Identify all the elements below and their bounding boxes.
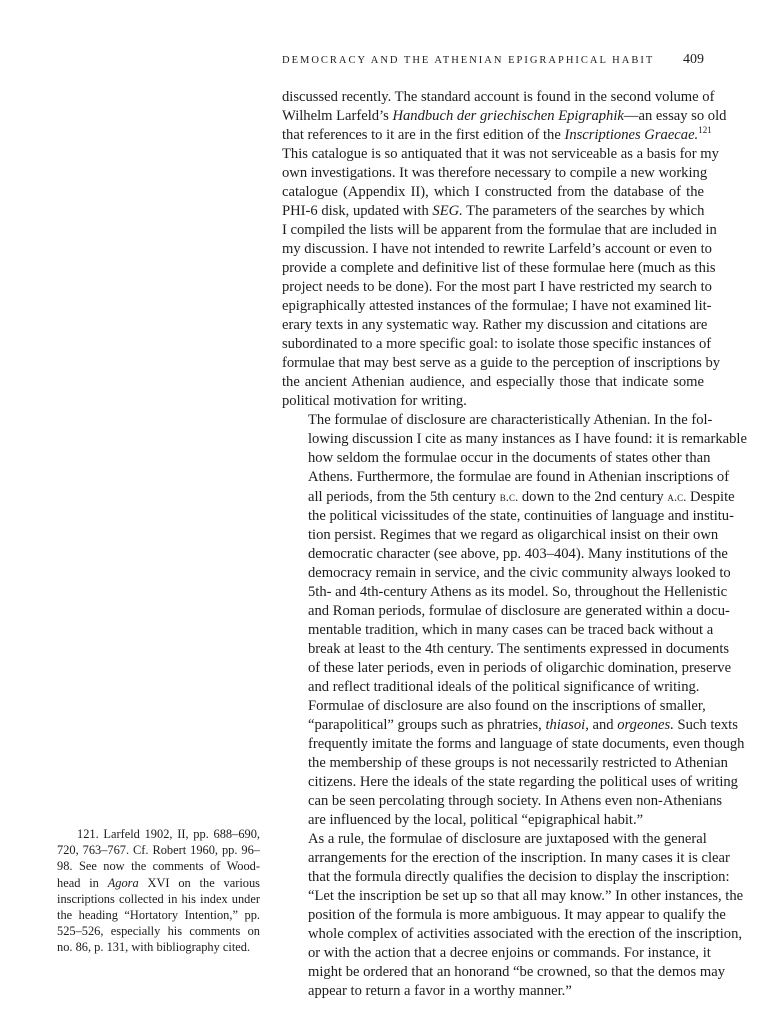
text-line: mentable tradition, which in many cases can be traced back without a — [308, 622, 714, 638]
footnote-line: the heading “Hortatory Intention,” pp. — [57, 908, 260, 923]
text-line: and reflect traditional ideals of the political significance of writing. — [308, 679, 700, 695]
era-abbrev: b.c. — [499, 489, 519, 504]
text-line: PHI-6 disk, updated with SEG. The parameters of the searches by which — [282, 203, 705, 219]
text-line: democracy remain in service, and the civic community always looked to — [308, 565, 731, 581]
text-line: that the formula directly qualifies the decision to display the inscription: — [308, 869, 730, 885]
text-line: my discussion. I have not intended to rewrite Larfeld’s account or even to — [282, 241, 712, 257]
text-line: Athens. Furthermore, the formulae are found in Athenian inscriptions of — [308, 469, 730, 485]
paragraph-1 — [282, 88, 727, 411]
footnote-line: no. 86, p. 131, with bibliography cited. — [57, 940, 251, 955]
footnote-line: 720, 763–767. Cf. Robert 1960, pp. 96– — [57, 843, 260, 858]
text-line: provide a complete and definitive list of these formulae here (much as this — [282, 260, 716, 276]
text-line: epigraphically attested instances of the formulae; I have not examined lit- — [282, 298, 712, 314]
running-title: DEMOCRACY AND THE ATHENIAN EPIGRAPHICAL HABIT — [282, 55, 655, 66]
text-line: I compiled the lists will be apparent from the formulae that are included in — [282, 222, 717, 238]
greek-term: orgeones. — [617, 717, 674, 733]
greek-term: thiasoi, — [545, 717, 589, 733]
text-line: arrangements for the erection of the inscription. In many cases it is clear — [308, 850, 730, 866]
text-line: Wilhelm Larfeld’s Handbuch der griechischen Epigraphik—an essay so old — [282, 108, 727, 124]
text-line: democratic character (see above, pp. 403–404). Many institutions of the — [308, 546, 728, 562]
footnote-line: head in Agora XVI on the various — [57, 875, 260, 890]
footnote-line: 98. See now the comments of Wood- — [57, 859, 260, 874]
paragraph-2 — [282, 411, 747, 697]
footnote-line: 121. Larfeld 1902, II, pp. 688–690, — [77, 827, 260, 841]
paragraph-3 — [282, 697, 745, 830]
text-line: how seldom the formulae occur in the documents of states other than — [308, 450, 711, 466]
text-line: the ancient Athenian audience, and especially those that indicate some — [282, 374, 704, 390]
text-line: can be seen percolating through society. In Athens even non-Athenians — [308, 793, 723, 809]
text-line: position of the formula is more ambiguous. It may appear to qualify the — [308, 907, 726, 923]
text-line: or with the action that a decree enjoins or commands. For instance, it — [308, 945, 711, 961]
main-text — [282, 88, 747, 1001]
text-line: The formulae of disclosure are characteristically Athenian. In the fol- — [308, 412, 713, 428]
text-line: political motivation for writing. — [282, 393, 467, 409]
text-line: 5th- and 4th-century Athens as its model. So, throughout the Hellenistic — [308, 584, 728, 600]
text-line: “parapolitical” groups such as phratries, thiasoi, and orgeones. Such texts — [308, 717, 738, 733]
text-line: catalogue (Appendix II), which I constructed from the database of the — [282, 184, 704, 200]
text-line: This catalogue is so antiquated that it was not serviceable as a basis for my — [282, 146, 719, 162]
text-line: the membership of these groups is not necessarily restricted to Athenian — [308, 755, 728, 771]
text-line: erary texts in any systematic way. Rather my discussion and citations are — [282, 317, 708, 333]
page-number: 409 — [683, 52, 704, 67]
text-line: whole complex of activities associated with the erection of the inscription, — [308, 926, 743, 942]
running-head — [282, 52, 704, 74]
text-line: discussed recently. The standard account is found in the second volume of — [282, 89, 715, 105]
footnote-121 — [57, 826, 260, 956]
text-line: appear to return a favor in a worthy manner.” — [308, 983, 572, 999]
text-line: formulae that may best serve as a guide to the perception of inscriptions by — [282, 355, 721, 371]
text-line: are influenced by the local, political “epigraphical habit.” — [308, 812, 644, 828]
text-line: and Roman periods, formulae of disclosure are generated within a docu- — [308, 603, 730, 619]
text-line: might be ordered that an honorand “be crowned, so that the demos may — [308, 964, 726, 980]
text-line: that references to it are in the first edition of the Inscriptiones Graecae.$^{121}$ — [282, 125, 712, 143]
footnote-ref: 121 — [698, 125, 712, 136]
text-line: of these later periods, even in periods of oligarchic domination, preserve — [308, 660, 732, 676]
footnote-line: 525–526, especially his comments on — [57, 924, 260, 939]
text-line: citizens. Here the ideals of the state regarding the political uses of writing — [308, 774, 738, 790]
paragraph-4 — [282, 830, 744, 1001]
series-title: Agora — [107, 875, 139, 890]
text-line: all periods, from the 5th century b.c. down to the 2nd century a.c. Despite — [308, 489, 735, 505]
text-line: lowing discussion I cite as many instances as I have found: it is remarkable — [308, 431, 747, 447]
abbrev-seg: SEG. — [432, 203, 463, 219]
text-line: break at least to the 4th century. The sentiments expressed in documents — [308, 641, 730, 657]
footnote-line: inscriptions collected in his index under — [57, 891, 260, 906]
book-title: Inscriptiones Graecae. — [564, 127, 699, 143]
text-line: As a rule, the formulae of disclosure are juxtaposed with the general — [308, 831, 707, 847]
text-line: the political vicissitudes of the state, continuities of language and institu- — [308, 508, 734, 524]
text-line: own investigations. It was therefore necessary to compile a new working — [282, 165, 708, 181]
text-line: tion persist. Regimes that we regard as oligarchical insist on their own — [308, 527, 719, 543]
text-line: project needs to be done). For the most part I have restricted my search to — [282, 279, 712, 295]
text-line: subordinated to a more specific goal: to isolate those specific instances of — [282, 336, 712, 352]
text-line: “Let the inscription be set up so that all may know.” In other instances, the — [308, 888, 744, 904]
text-line: frequently imitate the forms and language of state documents, even though — [308, 736, 745, 752]
era-abbrev: a.c. — [667, 489, 687, 504]
book-title: Handbuch der griechischen Epigraphik — [392, 108, 624, 124]
text-line: Formulae of disclosure are also found on the inscriptions of smaller, — [308, 698, 706, 714]
